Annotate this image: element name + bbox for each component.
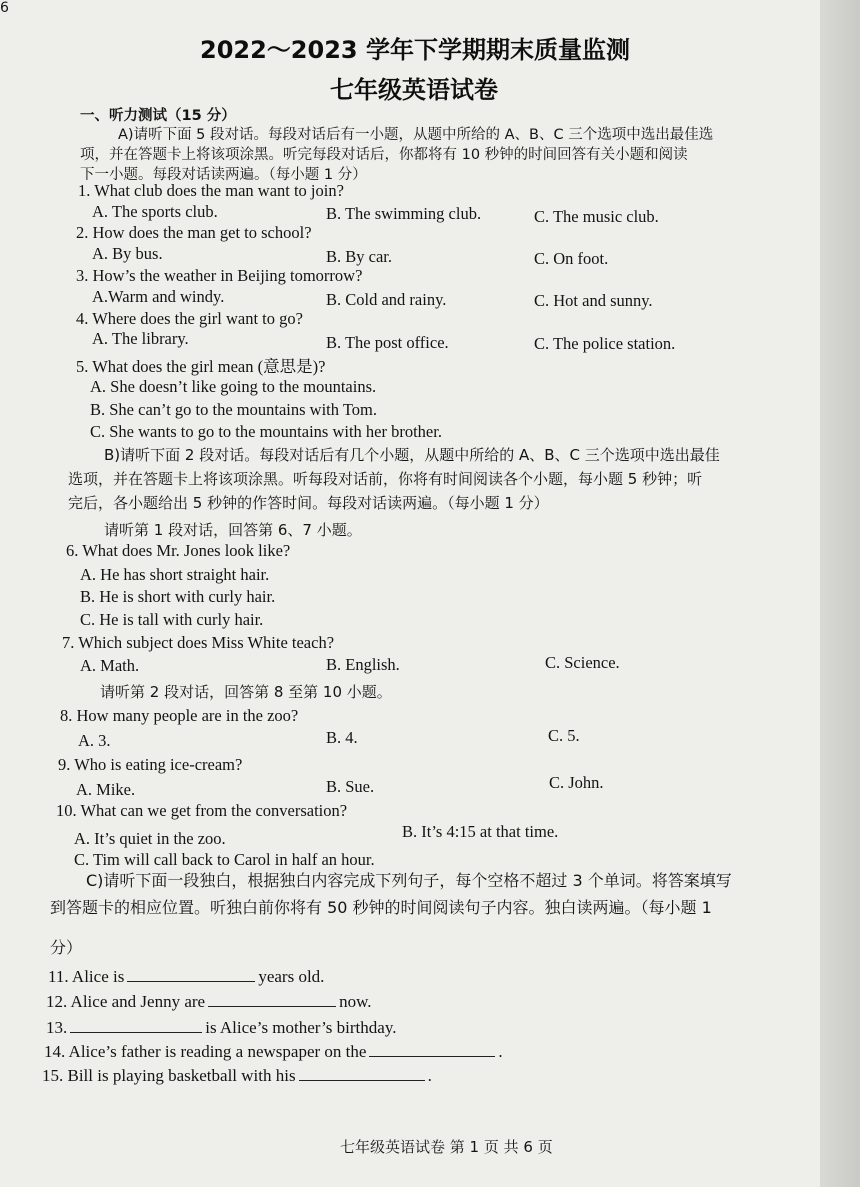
part-a-instruction: A)请听下面 5 段对话。每段对话后有一小题，从题中所给的 A、B、C 三个选项中选出最佳选: [118, 127, 714, 143]
part-b-instruction: 选项，并在答题卡上将该项涂黑。听每段对话前，你将有时间阅读各个小题，每小题 5 秒钟；听: [68, 470, 703, 488]
option-c: C. He is tall with curly hair.: [80, 610, 264, 629]
option-a: A. Mike.: [76, 780, 136, 799]
option-b: B. The post office.: [326, 333, 449, 352]
question-stem: 2. How does the man get to school?: [76, 223, 312, 242]
fill-suffix: .: [427, 1066, 432, 1085]
fill-prefix: 14. Alice’s father is reading a newspaper on the: [44, 1042, 367, 1061]
option-b: B. Cold and rainy.: [326, 290, 447, 309]
fill-question: [46, 1018, 396, 1038]
option-b: B. By car.: [326, 247, 392, 266]
fill-prefix: 15. Bill is playing basketball with his: [42, 1066, 296, 1085]
adjacent-page-edge: [820, 0, 860, 1187]
option-c: C. The police station.: [534, 334, 676, 353]
option-b: B. She can’t go to the mountains with Tom.: [90, 400, 377, 419]
question-stem: 5. What does the girl mean (意思是)?: [76, 357, 326, 376]
answer-blank: [369, 1056, 495, 1057]
question-stem: 6. What does Mr. Jones look like?: [66, 541, 291, 560]
part-a-instruction: 下一小题。每段对话读两遍。（每小题 1 分）: [80, 167, 367, 183]
option-a: A. The library.: [92, 329, 189, 348]
part-c-instruction: 到答题卡的相应位置。听独白前你将有 50 秒钟的时间阅读句子内容。独白读两遍。（每小题 1: [50, 898, 712, 917]
option-b: B. It’s 4:15 at that time.: [402, 822, 559, 841]
question-stem: 4. Where does the girl want to go?: [76, 309, 303, 328]
question-stem: 1. What club does the man want to join?: [78, 181, 344, 200]
page-footer: 七年级英语试卷 第 1 页 共 6 页: [340, 1138, 553, 1156]
option-a: A. By bus.: [92, 244, 163, 263]
option-c: C. 5.: [548, 726, 580, 745]
answer-blank: [70, 1032, 202, 1033]
exam-title: 2022～2023 学年下学期期末质量监测: [200, 36, 630, 64]
section-heading: 一、听力测试（15 分）: [80, 108, 236, 124]
answer-blank: [299, 1080, 425, 1081]
option-a: A. Math.: [80, 656, 140, 675]
exam-subtitle: 七年级英语试卷: [330, 76, 498, 104]
option-b: B. 4.: [326, 728, 358, 747]
fill-question: [46, 992, 372, 1012]
option-c: C. Tim will call back to Carol in half an hour.: [74, 850, 375, 869]
part-b-instruction: B)请听下面 2 段对话。每段对话后有几个小题，从题中所给的 A、B、C 三个选项中选出最佳: [104, 446, 720, 464]
option-b: B. The swimming club.: [326, 204, 482, 223]
option-a: A. It’s quiet in the zoo.: [74, 829, 226, 848]
dialog-note: 请听第 1 段对话，回答第 6、7 小题。: [104, 521, 362, 539]
fill-prefix: 12. Alice and Jenny are: [46, 992, 206, 1011]
option-c: C. John.: [549, 773, 604, 792]
fill-suffix: .: [498, 1042, 503, 1061]
question-stem: 10. What can we get from the conversation?: [56, 801, 348, 820]
corner-page-mark: 6: [0, 0, 9, 16]
question-stem: 3. How’s the weather in Beijing tomorrow?: [76, 266, 363, 285]
part-b-instruction: 完后，各小题给出 5 秒钟的作答时间。每段对话读两遍。（每小题 1 分）: [68, 494, 549, 512]
answer-blank: [208, 1006, 336, 1007]
option-c: C. Hot and sunny.: [534, 291, 653, 310]
question-stem: 7. Which subject does Miss White teach?: [62, 633, 335, 652]
fill-prefix: 11. Alice is: [48, 967, 125, 986]
part-c-instruction: 分）: [50, 938, 83, 957]
fill-question: [44, 1042, 503, 1062]
option-b: B. Sue.: [326, 777, 375, 796]
option-a: A. The sports club.: [92, 202, 218, 221]
option-b: B. He is short with curly hair.: [80, 587, 276, 606]
fill-prefix: 13.: [46, 1018, 68, 1037]
option-a: A.Warm and windy.: [92, 287, 225, 306]
option-b: B. English.: [326, 655, 400, 674]
option-c: C. On foot.: [534, 249, 609, 268]
option-c: C. Science.: [545, 653, 620, 672]
option-a: A. He has short straight hair.: [80, 565, 270, 584]
option-c: C. The music club.: [534, 207, 659, 226]
fill-suffix: now.: [339, 992, 372, 1011]
part-a-instruction: 项，并在答题卡上将该项涂黑。听完每段对话后，你都将有 10 秒钟的时间回答有关小题和阅读: [80, 147, 688, 163]
option-a: A. She doesn’t like going to the mountains.: [90, 377, 377, 396]
dialog-note: 请听第 2 段对话，回答第 8 至第 10 小题。: [100, 683, 392, 701]
part-c-instruction: C)请听下面一段独白，根据独白内容完成下列句子，每个空格不超过 3 个单词。将答案填写: [86, 871, 732, 890]
fill-question: [42, 1066, 432, 1086]
option-c: C. She wants to go to the mountains with her brother.: [90, 422, 442, 441]
answer-blank: [127, 981, 255, 982]
option-a: A. 3.: [78, 731, 111, 750]
fill-suffix: years old.: [258, 967, 325, 986]
question-stem: 8. How many people are in the zoo?: [60, 706, 299, 725]
question-stem: 9. Who is eating ice-cream?: [58, 755, 243, 774]
fill-suffix: is Alice’s mother’s birthday.: [205, 1018, 397, 1037]
fill-question: [48, 967, 324, 987]
